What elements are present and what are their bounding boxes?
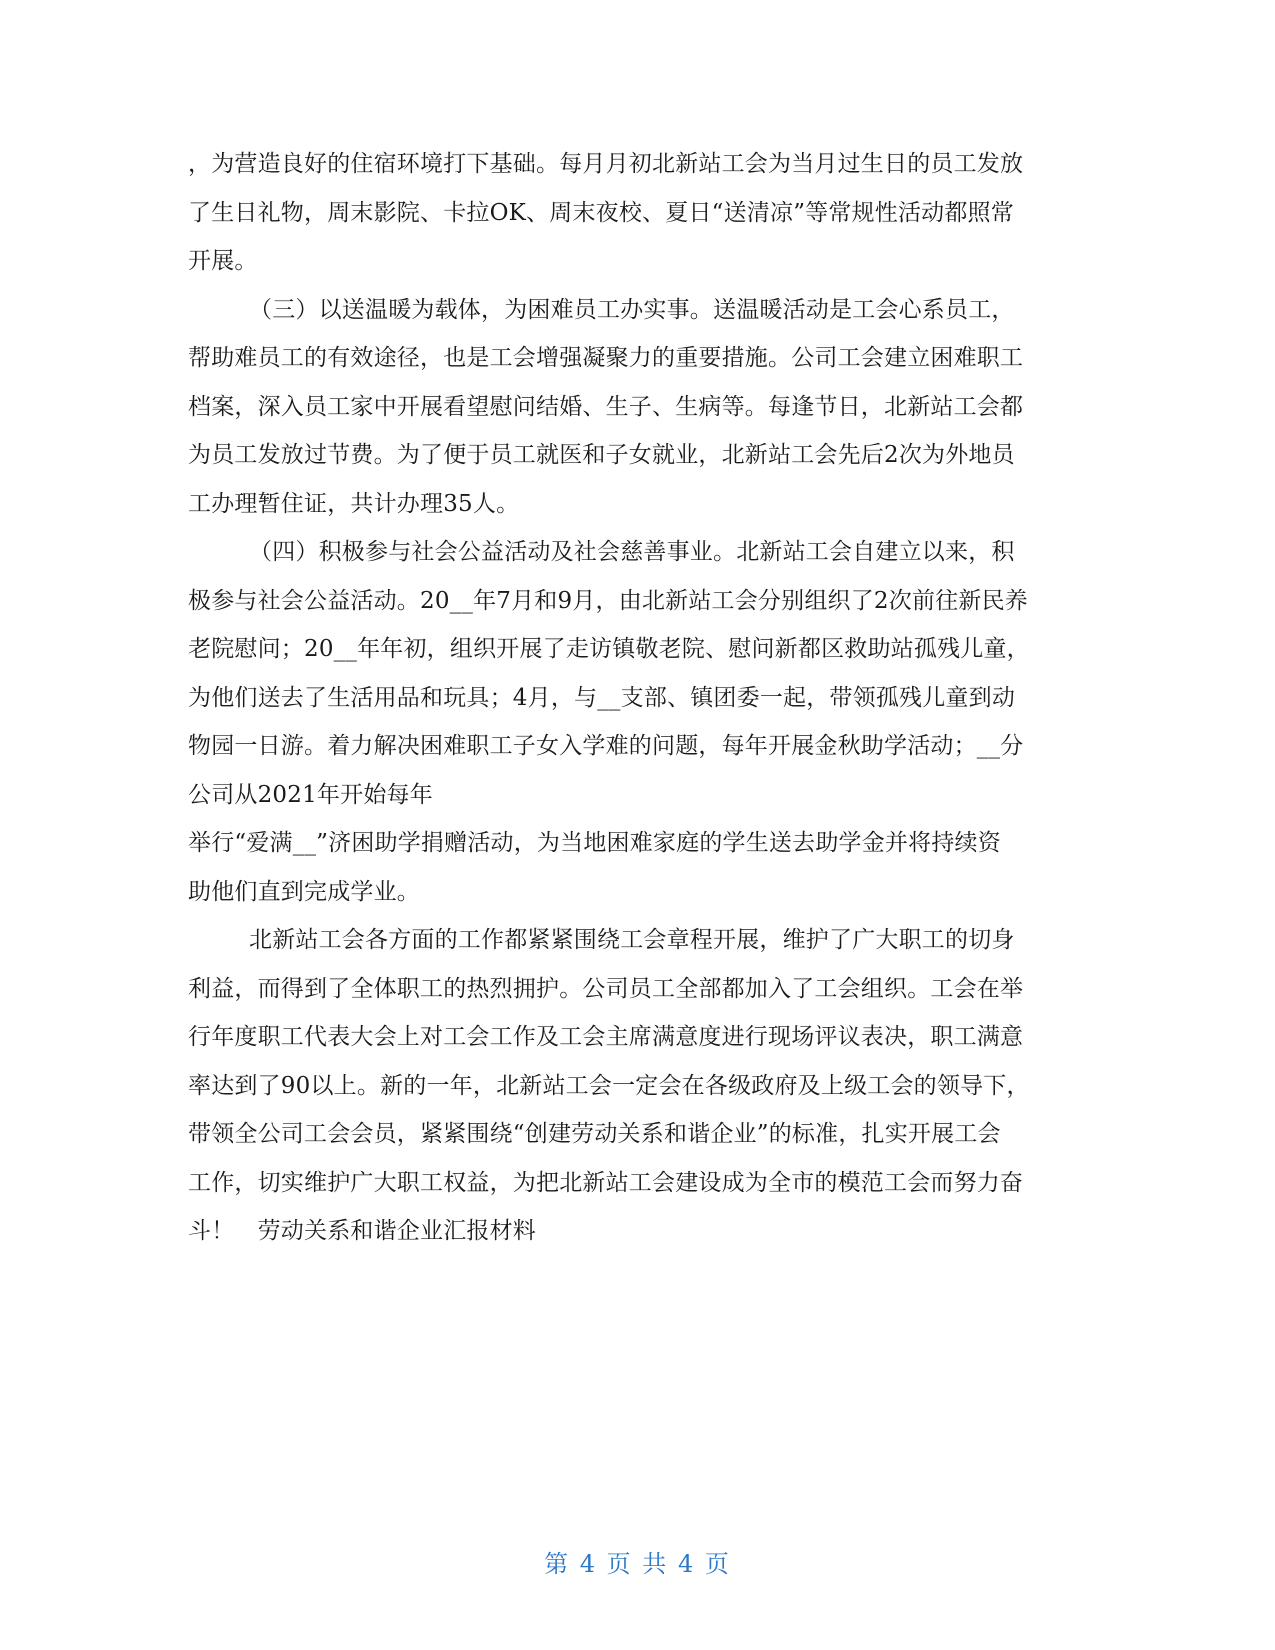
document-body [188,140,1086,1256]
text-line: 利益，而得到了全体职工的热烈拥护。公司员工全部都加入了工会组织。工会在举 [188,975,1024,1002]
text-line: 助他们直到完成学业。 [188,878,420,905]
text-line: 帮助难员工的有效途径，也是工会增强凝聚力的重要措施。公司工会建立困难职工 [188,345,1024,371]
text-line: 举行“爱满__”济困助学捐赠活动，为当地困难家庭的学生送去助学金并将持续资 [188,830,1001,856]
paragraph-start-line: （三）以送温暖为载体，为困难员工办实事。送温暖活动是工会心系员工， [249,296,1015,323]
text-line: 档案，深入员工家中开展看望慰问结婚、生子、生病等。每逢节日，北新站工会都 [188,393,1024,420]
text-line: 了生日礼物，周末影院、卡拉OK、周末夜校、夏日“送清凉”等常规性活动都照常 [188,199,1014,226]
text-line: 开展。 [188,248,258,274]
text-line: 行年度职工代表大会上对工会工作及工会主席满意度进行现场评议表决，职工满意 [188,1024,1024,1050]
paragraph-start-line: 北新站工会各方面的工作都紧紧围绕工会章程开展，维护了广大职工的切身 [249,927,1015,953]
text-line: 为他们送去了生活用品和玩具；4月，与__支部、镇团委一起，带领孤残儿童到动 [188,684,1016,711]
text-line: 极参与社会公益活动。20__年7月和9月，由北新站工会分别组织了2次前往新民养 [188,587,1028,614]
text-line: 为员工发放过节费。为了便于员工就医和子女就业，北新站工会先后2次为外地员 [188,442,1015,468]
text-line: 工办理暂住证，共计办理35人。 [188,490,520,517]
text-line: 带领全公司工会会员，紧紧围绕“创建劳动关系和谐企业”的标准，扎实开展工会 [188,1121,1001,1147]
paragraph-start-line: （四）积极参与社会公益活动及社会慈善事业。北新站工会自建立以来，积 [249,539,1015,565]
text-line: 老院慰问；20__年年初，组织开展了走访镇敬老院、慰问新都区救助站孤残儿童， [188,636,1030,662]
text-line: ，为营造良好的住宿环境打下基础。每月月初北新站工会为当月过生日的员工发放 [188,151,1024,177]
text-line: 物园一日游。着力解决困难职工子女入学难的问题，每年开展金秋助学活动；__分 [188,733,1024,759]
text-line: 公司从2021年开始每年 [188,781,433,808]
text-line: 工作，切实维护广大职工权益，为把北新站工会建设成为全市的模范工会而努力奋 [188,1169,1024,1196]
page-number-footer: 第 4 页 共 4 页 [544,1550,731,1578]
text-line: 率达到了90以上。新的一年，北新站工会一定会在各级政府及上级工会的领导下， [188,1072,1030,1099]
text-line: 斗！ 劳动关系和谐企业汇报材料 [188,1218,536,1244]
